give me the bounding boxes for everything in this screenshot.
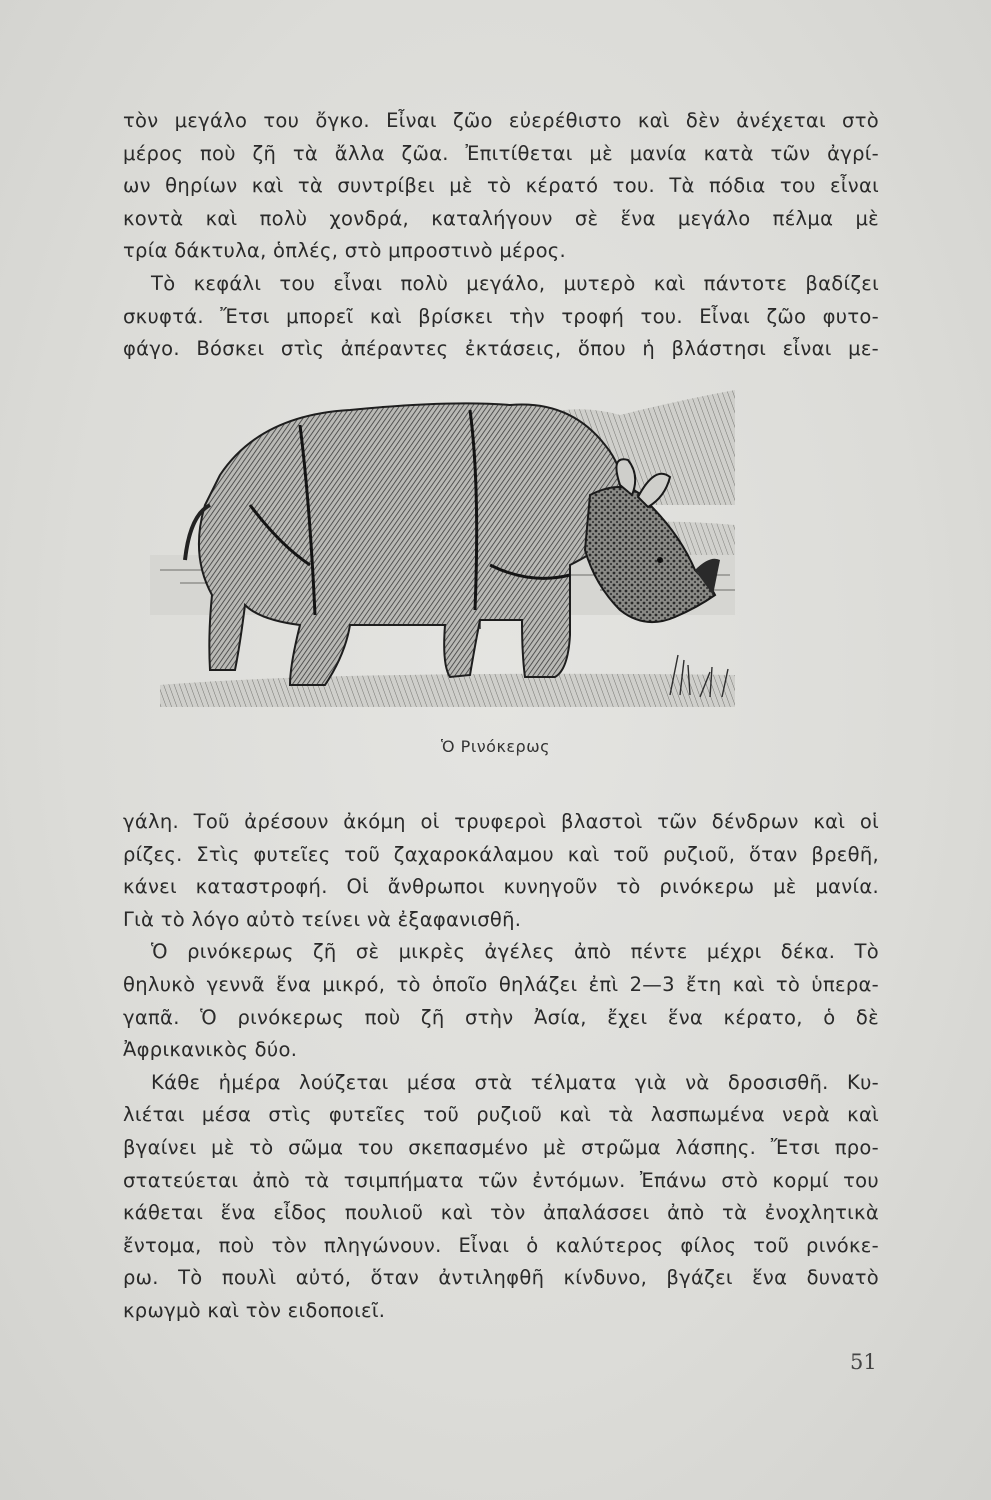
text-line: ρίζες. Στὶς φυτεῖες τοῦ ζαχαροκάλαμου καὶ τοῦ ρυζιοῦ, ὅταν βρεθῆ, bbox=[123, 842, 879, 866]
text-line: Κάθε ἡμέρα λούζεται μέσα στὰ τέλματα γιὰ νὰ δροσισθῆ. Κυ- bbox=[151, 1070, 879, 1094]
text-line: βγαίνει μὲ τὸ σῶμα του σκεπασμένο μὲ στρῶμα λάσπης. Ἔτσι προ- bbox=[123, 1135, 879, 1159]
text-line: γαπᾶ. Ὁ ρινόκερως ποὺ ζῆ στὴν Ἀσία, ἔχει ἕνα κέρατο, ὁ δὲ bbox=[123, 1005, 879, 1029]
text-line: τὸν μεγάλο του ὄγκο. Εἶναι ζῶο εὐερέθιστο καὶ δὲν ἀνέχεται στὸ bbox=[123, 109, 879, 132]
text-line: ρω. Τὸ πουλὶ αὐτό, ὅταν ἀντιληφθῆ κίνδυνο, βγάζει ἕνα δυνατὸ bbox=[123, 1266, 879, 1290]
text-line: ἔντομα, ποὺ τὸν πληγώνουν. Εἶναι ὁ καλύτερος φίλος τοῦ ρινόκε- bbox=[123, 1233, 879, 1257]
text-line: ων θηρίων καὶ τὰ συντρίβει μὲ τὸ κέρατό του. Τὰ πόδια του εἶναι bbox=[123, 174, 879, 198]
text-line: στατεύεται ἀπὸ τὰ τσιμπήματα τῶν ἐντόμων. Ἐπάνω στὸ κορμί του bbox=[123, 1168, 879, 1192]
text-line: λιέται μέσα στὶς φυτεῖες τοῦ ρυζιοῦ καὶ τὰ λασπωμένα νερὰ καὶ bbox=[123, 1103, 879, 1127]
text-line: Ἀφρικανικὸς δύο. bbox=[123, 1038, 298, 1062]
text-line: μέρος ποὺ ζῆ τὰ ἄλλα ζῶα. Ἐπιτίθεται μὲ μανία κατὰ τῶν ἀγρί- bbox=[123, 141, 879, 165]
rhino-eye bbox=[657, 557, 663, 563]
text-block-top bbox=[123, 105, 879, 366]
rhino-body bbox=[199, 403, 623, 685]
rhinoceros-illustration bbox=[150, 385, 740, 715]
text-block-bottom bbox=[123, 806, 879, 1328]
text-line: Τὸ κεφάλι του εἶναι πολὺ μεγάλο, μυτερὸ καὶ πάντοτε βαδίζει bbox=[151, 271, 879, 295]
text-line: κάθεται ἕνα εἶδος πουλιοῦ καὶ τὸν ἀπαλάσσει ἀπὸ τὰ ἐνοχλητικὰ bbox=[123, 1201, 879, 1225]
ground bbox=[160, 674, 735, 707]
figure-caption: Ὁ Ρινόκερως bbox=[441, 737, 550, 756]
text-line: κρωγμὸ καὶ τὸν ειδοποιεῖ. bbox=[123, 1298, 386, 1322]
text-line: γάλη. Τοῦ ἀρέσουν ἀκόμη οἱ τρυφεροὶ βλαστοὶ τῶν δένδρων καὶ οἱ bbox=[123, 810, 879, 833]
text-line: φάγο. Βόσκει στὶς ἀπέραντες ἐκτάσεις, ὅπου ἡ βλάστησι εἶναι με- bbox=[123, 337, 879, 361]
text-line: σκυφτά. Ἔτσι μπορεῖ καὶ βρίσκει τὴν τροφή του. Εἶναι ζῶο φυτο- bbox=[123, 304, 879, 328]
text-line: κάνει καταστροφή. Οἱ ἄνθρωποι κυνηγοῦν τὸ ρινόκερω μὲ μανία. bbox=[123, 875, 879, 899]
text-line: Ὁ ρινόκερως ζῆ σὲ μικρὲς ἀγέλες ἀπὸ πέντε μέχρι δέκα. Τὸ bbox=[151, 940, 879, 964]
text-line: κοντὰ καὶ πολὺ χονδρά, καταλήγουν σὲ ἕνα μεγάλο πέλμα μὲ bbox=[123, 206, 879, 230]
text-line: Γιὰ τὸ λόγο αὐτὸ τείνει νὰ ἐξαφανισθῆ. bbox=[123, 907, 522, 931]
text-line: θηλυκὸ γεννᾶ ἕνα μικρό, τὸ ὁποῖο θηλάζει ἐπὶ 2—3 ἔτη καὶ τὸ ὑπερα- bbox=[123, 972, 879, 996]
page-number: 51 bbox=[850, 1350, 877, 1374]
text-line: τρία δάκτυλα, ὁπλές, στὸ μπροστινὸ μέρος. bbox=[123, 239, 567, 263]
